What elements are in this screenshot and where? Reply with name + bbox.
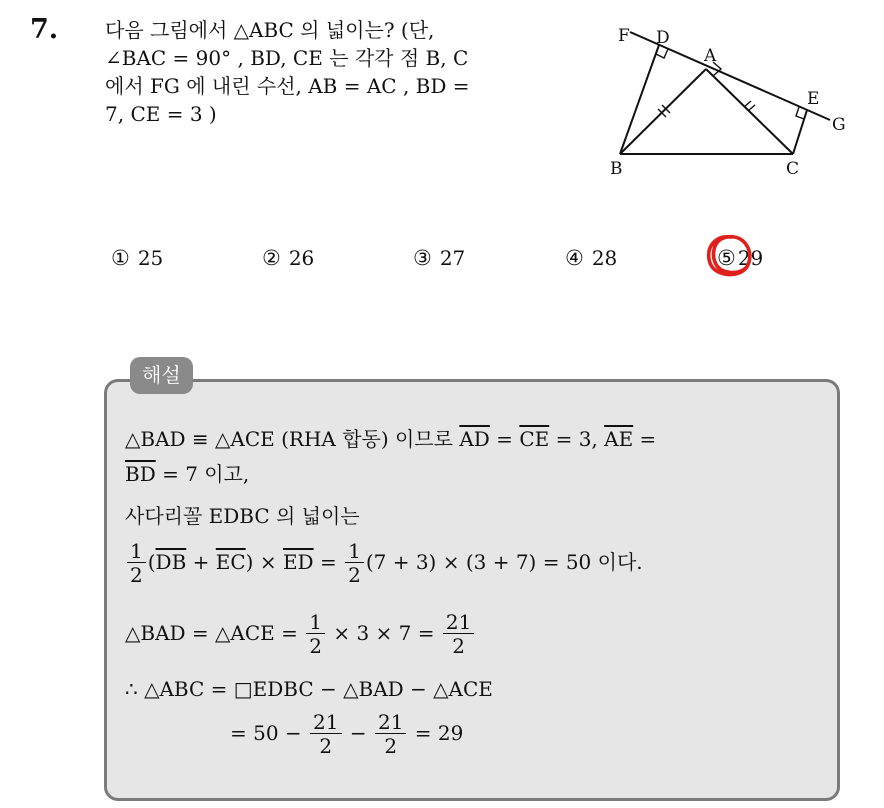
question-line-2: ∠BAC = 90° , BD, CE 는 각각 점 B, C bbox=[105, 46, 469, 70]
choice-4[interactable] bbox=[565, 246, 617, 270]
tick-ac-1 bbox=[744, 101, 751, 107]
fraction: $\frac{21}{2}$ bbox=[310, 711, 341, 758]
side-ac bbox=[706, 69, 793, 154]
choice-value: 29 bbox=[737, 246, 764, 270]
label-d: D bbox=[656, 28, 670, 48]
question-line-4: 7, CE = 3 ) bbox=[105, 102, 217, 126]
label-a: A bbox=[704, 46, 717, 66]
tick-ac-2 bbox=[748, 105, 755, 111]
choice-value: 25 bbox=[137, 246, 164, 270]
question-text bbox=[105, 16, 590, 128]
choice-marker: ② bbox=[262, 246, 281, 270]
choice-value: 28 bbox=[591, 246, 618, 270]
fraction: $\frac{21}{2}$ bbox=[443, 611, 474, 658]
choice-value: 26 bbox=[288, 246, 315, 270]
label-g: G bbox=[832, 115, 846, 135]
selected-answer-circle-icon bbox=[701, 231, 757, 281]
geometry-figure bbox=[608, 24, 856, 184]
solution-line-6: ∴ △ABC = □EDBC − △BAD − △ACE bbox=[125, 677, 493, 701]
solution-line-4: $\frac{1}{2}$ $(\overline{DB} + \overline{EC}) \times \overline{ED}$ = $\frac{1}{2}$ (7 + 3) × (3 + 7) = 50 이다. bbox=[125, 540, 643, 587]
segment-bd bbox=[620, 45, 659, 154]
choice-marker: ① bbox=[111, 246, 130, 270]
fraction: $\frac{1}{2}$ bbox=[345, 540, 364, 587]
choice-3[interactable] bbox=[413, 246, 465, 270]
choice-marker: ④ bbox=[565, 246, 584, 270]
choice-value: 27 bbox=[439, 246, 466, 270]
choice-1[interactable] bbox=[111, 246, 163, 270]
solution-line-2: $\overline{BD} = 7$ 이고, bbox=[125, 462, 250, 486]
question-line-3: 에서 FG 에 내린 수선, AB = AC , BD = bbox=[105, 74, 470, 98]
side-ab bbox=[620, 69, 706, 154]
solution-line-1: △BAD ≡ △ACE (RHA 합동) 이므로 $\overline{AD} = \overline{CE} = 3$, $\overline{AE}$ = bbox=[125, 427, 657, 451]
question-line-1: 다음 그림에서 △ABC 의 넓이는? (단, bbox=[105, 18, 435, 42]
solution-line-5: △BAD = △ACE = $\frac{1}{2}$ × 3 × 7 = $\frac{21}{2}$ bbox=[125, 611, 476, 658]
fraction: $\frac{21}{2}$ bbox=[375, 711, 406, 758]
label-e: E bbox=[807, 89, 820, 109]
choice-marker: ⑤ bbox=[717, 246, 736, 270]
label-c: C bbox=[786, 159, 800, 179]
choice-2[interactable] bbox=[262, 246, 314, 270]
solution-tag: 해설 bbox=[130, 357, 193, 394]
solution-line-3: 사다리꼴 EDBC 의 넓이는 bbox=[125, 504, 360, 528]
label-f: F bbox=[618, 26, 630, 46]
fraction: $\frac{1}{2}$ bbox=[127, 540, 146, 587]
question-number: 7. bbox=[30, 14, 59, 45]
solution-line-7: = 50 − $\frac{21}{2}$ − $\frac{21}{2}$ = 29 bbox=[230, 710, 464, 758]
choice-marker: ③ bbox=[413, 246, 432, 270]
label-b: B bbox=[610, 159, 623, 179]
fraction: $\frac{1}{2}$ bbox=[306, 611, 325, 658]
